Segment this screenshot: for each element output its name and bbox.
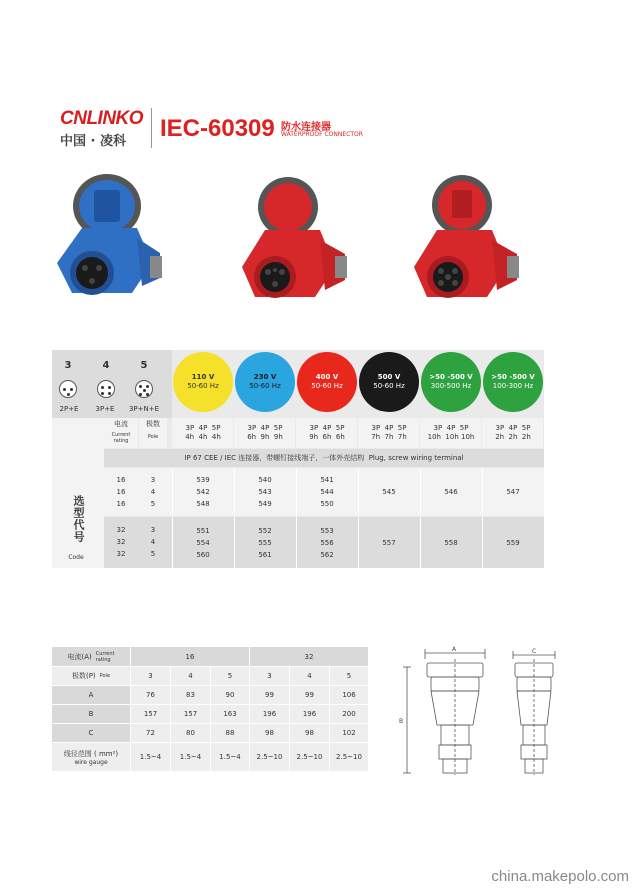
- current-en: Current rating: [111, 432, 131, 444]
- code-cell: 539 542 548: [196, 476, 210, 508]
- amp-16-header: 16: [131, 647, 249, 666]
- voltage-value: 230 V: [253, 373, 277, 381]
- wire-cell: 1.5~4: [131, 743, 170, 771]
- dim-cell: 163: [211, 705, 249, 723]
- voltage-circle-2: [297, 352, 357, 412]
- code-cell: 547: [506, 488, 520, 496]
- wire-cell: 1.5~4: [171, 743, 210, 771]
- pole-label-3pe: 3P+E: [95, 404, 115, 413]
- pole-label-en: Pole: [99, 673, 111, 679]
- voltage-circle-5: [483, 352, 543, 412]
- pole-hour-cell: 3P 4P 5P 4h 4h 4h: [185, 424, 221, 441]
- dim-c-label: C: [532, 648, 537, 655]
- pole-num-3: 3: [64, 359, 72, 371]
- voltage-frequency: 100-300 Hz: [492, 382, 534, 390]
- wire-label-en: wire gauge: [74, 758, 108, 766]
- pole-hour-cell: 3P 4P 5P 2h 2h 2h: [495, 424, 531, 441]
- dim-cell: 200: [330, 705, 368, 723]
- dim-cell: 157: [131, 705, 170, 723]
- pole-hour-cell: 3P 4P 5P 6h 9h 9h: [247, 424, 283, 441]
- pin-4-icon: [97, 380, 115, 398]
- pole-num-5: 5: [140, 359, 148, 371]
- dim-cell: 102: [330, 724, 368, 742]
- code-cell: 553 556 562: [320, 526, 334, 559]
- pole-cell: 5: [211, 667, 249, 685]
- code-cell: 545: [382, 488, 396, 496]
- code-cell: 552 555 561: [258, 526, 272, 559]
- technical-drawing: [395, 645, 570, 780]
- code-cell: 546: [444, 488, 458, 496]
- code-cell: 557: [382, 538, 396, 547]
- pole-header: [52, 667, 130, 685]
- pole-cn: 极数: [146, 420, 160, 428]
- pole-hour-cell: 3P 4P 5P 9h 6h 6h: [309, 424, 345, 441]
- dim-cell: 157: [171, 705, 210, 723]
- dim-a-label: A: [452, 646, 457, 653]
- group32-poles: 3 4 5: [150, 526, 156, 558]
- sidebar-column: [52, 418, 104, 568]
- dim-cell: 88: [211, 724, 249, 742]
- code-cell: 559: [506, 538, 520, 547]
- current-label-en: Current rating: [95, 650, 115, 663]
- voltage-value: >50 -500 V: [429, 373, 473, 381]
- amp-32-header: 32: [250, 647, 368, 666]
- dim-cell: 76: [131, 686, 170, 704]
- wire-cell: 2.5~10: [330, 743, 368, 771]
- voltage-value: 110 V: [191, 373, 215, 381]
- subtitle-en: WATERPROOF CONNECTOR: [281, 131, 363, 138]
- pole-hour-cell: 3P 4P 5P 7h 7h 7h: [371, 424, 407, 441]
- pole-cell: 3: [131, 667, 170, 685]
- dim-row-label: C: [52, 724, 130, 742]
- voltage-frequency: 50-60 Hz: [249, 382, 281, 390]
- pole-label-2pe: 2P+E: [59, 404, 79, 413]
- voltage-frequency: 50-60 Hz: [373, 382, 405, 390]
- code-label: Code: [68, 553, 84, 561]
- voltage-value: 400 V: [315, 373, 339, 381]
- code-cell: 541 544 550: [320, 476, 334, 508]
- wire-label: 线径范围 ( mm²): [63, 749, 119, 758]
- pin-3-icon: [59, 380, 77, 398]
- pole-cell: 4: [290, 667, 329, 685]
- voltage-frequency: 50-60 Hz: [311, 382, 343, 390]
- dim-b-label: B: [399, 718, 404, 725]
- group16-currents: 16 16 16: [116, 476, 126, 508]
- dim-cell: 98: [290, 724, 329, 742]
- current-label: 电流(A): [67, 652, 92, 661]
- code-cell: 540 543 549: [258, 476, 272, 508]
- dim-row-label: B: [52, 705, 130, 723]
- code-cell: 558: [444, 538, 458, 547]
- voltage-value: >50 -500 V: [491, 373, 535, 381]
- header-divider: [151, 108, 152, 148]
- subtitle-cn: 防水连接器: [281, 122, 331, 133]
- pole-cell: 3: [250, 667, 289, 685]
- brand-logo: CNLINKO: [60, 108, 144, 129]
- voltage-circle-4: [421, 352, 481, 412]
- dim-cell: 83: [171, 686, 210, 704]
- wire-header: [52, 743, 130, 771]
- standard-title: IEC-60309: [160, 115, 275, 142]
- pin-5-icon: [135, 380, 153, 398]
- red-connector-image-2: [412, 172, 527, 312]
- voltage-value: 500 V: [377, 373, 401, 381]
- dim-cell: 72: [131, 724, 170, 742]
- voltage-frequency: 300-500 Hz: [430, 382, 472, 390]
- pole-cell: 5: [330, 667, 368, 685]
- brand-logo-cn: 中国 · 凌科: [60, 134, 126, 149]
- voltage-frequency: 50-60 Hz: [187, 382, 219, 390]
- pole-label: 极数(P): [71, 672, 96, 680]
- pole-hour-cell: 3P 4P 5P 10h 10h 10h: [427, 424, 475, 441]
- dim-cell: 90: [211, 686, 249, 704]
- voltage-circle-3: [359, 352, 419, 412]
- side-label: 选型代号: [72, 495, 85, 543]
- pole-label-3pne: 3P+N+E: [128, 404, 160, 413]
- group16-poles: 3 4 5: [150, 476, 156, 508]
- pole-num-4: 4: [102, 359, 110, 371]
- voltage-circle-0: [173, 352, 233, 412]
- dim-row-label: A: [52, 686, 130, 704]
- pole-cell: 4: [171, 667, 210, 685]
- current-cn: 电流: [114, 420, 128, 428]
- watermark: china.makepolo.com: [491, 868, 629, 885]
- spec-line: IP 67 CEE / IEC 连接器，带螺钉接线端子，一体外壳结构 Plug, screw wiring terminal: [184, 453, 464, 462]
- wire-cell: 1.5~4: [211, 743, 249, 771]
- code-cell: 551 554 560: [196, 526, 210, 559]
- dim-cell: 196: [250, 705, 289, 723]
- wire-cell: 2.5~10: [250, 743, 289, 771]
- current-header: [52, 647, 130, 666]
- dim-cell: 99: [250, 686, 289, 704]
- group32-currents: 32 32 32: [116, 526, 126, 558]
- dim-cell: 196: [290, 705, 329, 723]
- pole-en: Pole: [147, 433, 159, 440]
- blue-connector-image: [52, 168, 167, 308]
- dim-cell: 106: [330, 686, 368, 704]
- wire-cell: 2.5~10: [290, 743, 329, 771]
- dim-cell: 99: [290, 686, 329, 704]
- voltage-circle-1: [235, 352, 295, 412]
- dim-cell: 80: [171, 724, 210, 742]
- dim-cell: 98: [250, 724, 289, 742]
- red-connector-image-1: [240, 172, 355, 312]
